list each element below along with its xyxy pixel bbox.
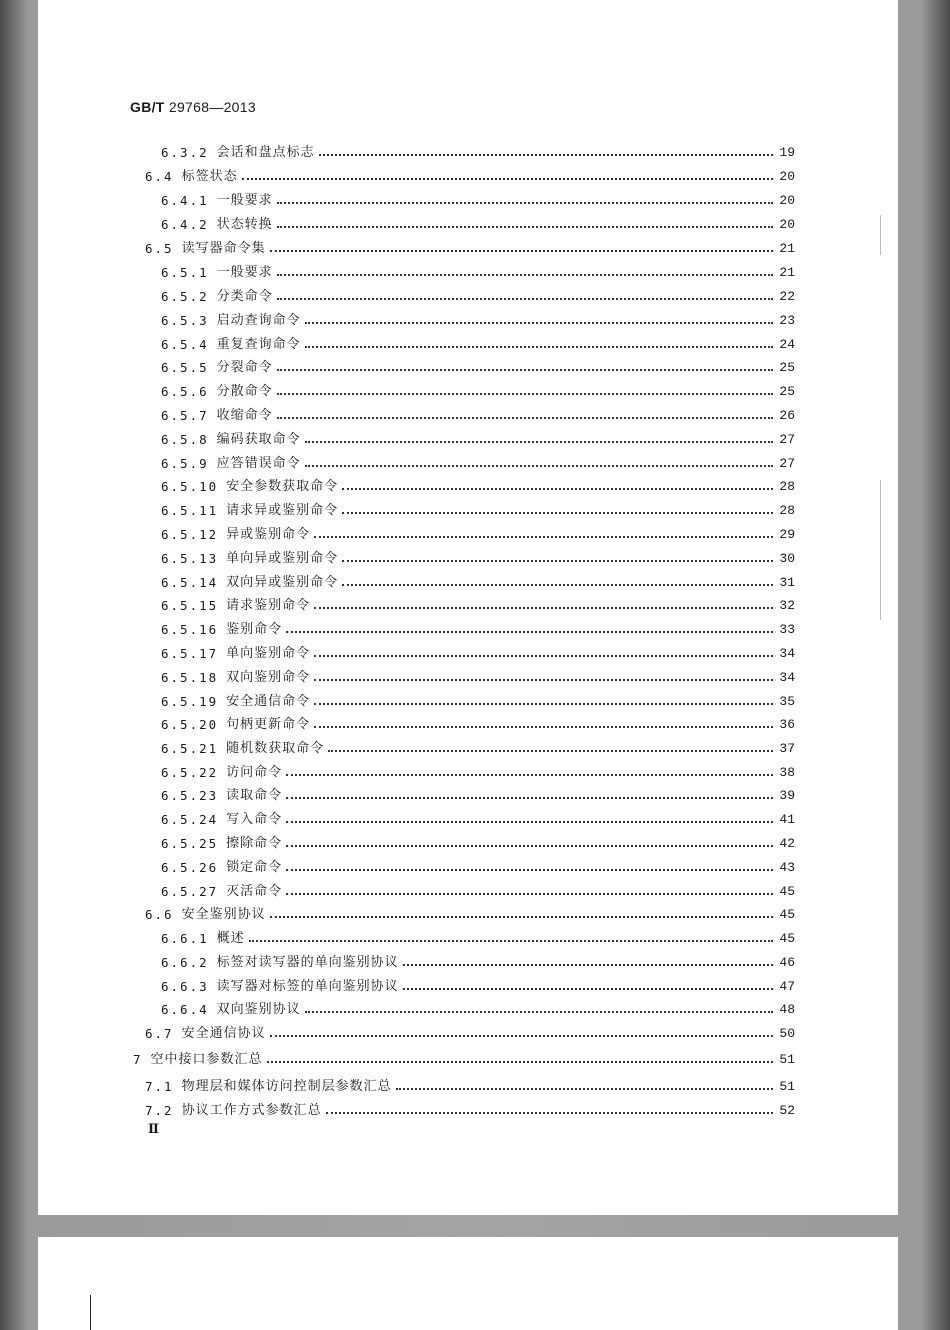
toc-section-number: 6.5.25 <box>161 836 219 851</box>
toc-leader-dots <box>314 536 773 538</box>
toc-entry[interactable] <box>161 593 795 613</box>
toc-leader-dots <box>277 393 773 395</box>
toc-section-number: 6.5.13 <box>161 551 219 566</box>
toc-leader-dots <box>305 441 773 443</box>
toc-section-number: 6.6.4 <box>161 1002 209 1017</box>
toc-page-number: 39 <box>779 788 795 803</box>
toc-entry[interactable] <box>145 902 795 922</box>
toc-page-number: 41 <box>779 812 795 827</box>
toc-section-number: 6.5.24 <box>161 812 219 827</box>
toc-page-number: 36 <box>779 717 795 732</box>
toc-entry[interactable] <box>161 855 795 875</box>
toc-title: 句柄更新命令 <box>226 717 311 732</box>
toc-leader-dots <box>286 797 773 799</box>
toc-title: 擦除命令 <box>226 836 283 851</box>
toc-entry[interactable] <box>161 974 795 994</box>
toc-section-number: 7 <box>133 1052 143 1067</box>
standard-number: 29768—2013 <box>168 99 256 115</box>
document-header <box>130 99 256 115</box>
toc-leader-dots <box>286 869 773 871</box>
toc-section-number: 6.5.21 <box>161 741 219 756</box>
toc-title: 访问命令 <box>226 765 283 780</box>
toc-title: 安全鉴别协议 <box>181 907 266 922</box>
toc-entry[interactable] <box>161 926 795 946</box>
toc-section-number: 6.5.22 <box>161 765 219 780</box>
toc-entry[interactable] <box>161 689 795 709</box>
toc-entry[interactable] <box>145 1021 795 1041</box>
toc-section-number: 6.5.20 <box>161 717 219 732</box>
toc-leader-dots <box>286 821 773 823</box>
toc-page-number: 43 <box>779 860 795 875</box>
toc-entry[interactable] <box>145 236 795 256</box>
toc-title: 双向鉴别协议 <box>216 1002 301 1017</box>
toc-entry[interactable] <box>161 498 795 518</box>
toc-page-number: 23 <box>779 313 795 328</box>
toc-title: 异或鉴别命令 <box>226 527 311 542</box>
toc-title: 概述 <box>216 931 245 946</box>
toc-section-number: 6.7 <box>145 1026 174 1041</box>
toc-entry[interactable] <box>145 1074 795 1094</box>
toc-page-number: 32 <box>779 598 795 613</box>
toc-title: 分类命令 <box>216 289 273 304</box>
toc-entry[interactable] <box>161 831 795 851</box>
toc-page-number: 45 <box>779 884 795 899</box>
toc-leader-dots <box>270 250 773 252</box>
toc-page-number: 21 <box>779 241 795 256</box>
toc-leader-dots <box>305 346 773 348</box>
toc-page-number: 51 <box>779 1079 795 1094</box>
toc-leader-dots <box>277 202 773 204</box>
toc-leader-dots <box>277 369 773 371</box>
toc-title: 读写器对标签的单向鉴别协议 <box>216 979 399 994</box>
toc-title: 重复查询命令 <box>216 337 301 352</box>
toc-page-number: 48 <box>779 1002 795 1017</box>
toc-title: 随机数获取命令 <box>226 741 325 756</box>
toc-leader-dots <box>286 774 773 776</box>
toc-section-number: 6.5.3 <box>161 313 209 328</box>
toc-page-number: 38 <box>779 765 795 780</box>
standard-code: GB/T <box>130 99 165 115</box>
toc-page-number: 47 <box>779 979 795 994</box>
toc-page-number: 26 <box>779 408 795 423</box>
toc-title: 安全参数获取命令 <box>226 479 339 494</box>
toc-leader-dots <box>396 1088 773 1090</box>
toc-section-number: 6.6.2 <box>161 955 209 970</box>
toc-title: 灭活命令 <box>226 884 283 899</box>
toc-title: 鉴别命令 <box>226 622 283 637</box>
toc-title: 写入命令 <box>226 812 283 827</box>
toc-entry[interactable] <box>161 355 795 375</box>
toc-entry[interactable] <box>161 332 795 352</box>
toc-section-number: 6.5.10 <box>161 479 219 494</box>
toc-page-number: 22 <box>779 289 795 304</box>
toc-leader-dots <box>305 465 773 467</box>
toc-entry[interactable] <box>161 522 795 542</box>
toc-title: 单向异或鉴别命令 <box>226 551 339 566</box>
toc-page-number: 27 <box>779 432 795 447</box>
toc-section-number: 6.5.14 <box>161 575 219 590</box>
toc-leader-dots <box>326 1112 773 1114</box>
toc-entry[interactable] <box>161 950 795 970</box>
toc-leader-dots <box>314 655 773 657</box>
toc-entry[interactable] <box>161 451 795 471</box>
toc-title: 协议工作方式参数汇总 <box>181 1103 322 1118</box>
toc-entry[interactable] <box>161 379 795 399</box>
toc-entry[interactable] <box>145 1098 795 1118</box>
toc-entry[interactable] <box>161 546 795 566</box>
toc-page-number: 37 <box>779 741 795 756</box>
toc-title: 标签对读写器的单向鉴别协议 <box>216 955 399 970</box>
toc-section-number: 6.6.1 <box>161 931 209 946</box>
toc-title: 请求鉴别命令 <box>226 598 311 613</box>
toc-section-number: 6.5.18 <box>161 670 219 685</box>
toc-title: 标签状态 <box>181 169 238 184</box>
toc-title: 分裂命令 <box>216 360 273 375</box>
toc-section-number: 6.5.4 <box>161 337 209 352</box>
toc-leader-dots <box>342 584 773 586</box>
toc-title: 安全通信协议 <box>181 1026 266 1041</box>
toc-title: 收缩命令 <box>216 408 273 423</box>
toc-section-number: 6.5.11 <box>161 503 219 518</box>
toc-title: 请求异或鉴别命令 <box>226 503 339 518</box>
toc-page-number: 21 <box>779 265 795 280</box>
toc-entry[interactable] <box>161 260 795 280</box>
toc-section-number: 6.5.23 <box>161 788 219 803</box>
toc-leader-dots <box>242 178 773 180</box>
document-page <box>38 0 898 1215</box>
toc-entry[interactable] <box>145 164 795 184</box>
toc-leader-dots <box>342 560 773 562</box>
toc-section-number: 6.4.2 <box>161 217 209 232</box>
toc-section-number: 7.1 <box>145 1079 174 1094</box>
toc-page-number: 24 <box>779 337 795 352</box>
toc-page-number: 25 <box>779 360 795 375</box>
toc-section-number: 6.6 <box>145 907 174 922</box>
toc-section-number: 6.5.19 <box>161 694 219 709</box>
toc-page-number: 42 <box>779 836 795 851</box>
toc-leader-dots <box>286 631 773 633</box>
toc-page-number: 35 <box>779 694 795 709</box>
toc-section-number: 6.5.8 <box>161 432 209 447</box>
toc-page-number: 52 <box>779 1103 795 1118</box>
toc-page-number: 33 <box>779 622 795 637</box>
toc-title: 空中接口参数汇总 <box>150 1052 263 1067</box>
toc-leader-dots <box>277 417 773 419</box>
toc-entry[interactable] <box>161 427 795 447</box>
toc-leader-dots <box>328 750 773 752</box>
toc-entry[interactable] <box>161 879 795 899</box>
toc-page-number: 29 <box>779 527 795 542</box>
toc-section-number: 6.5 <box>145 241 174 256</box>
toc-leader-dots <box>270 1035 773 1037</box>
toc-leader-dots <box>286 845 773 847</box>
toc-entry[interactable] <box>161 570 795 590</box>
toc-title: 一般要求 <box>216 265 273 280</box>
toc-leader-dots <box>277 298 773 300</box>
toc-leader-dots <box>314 703 773 705</box>
toc-section-number: 6.5.26 <box>161 860 219 875</box>
toc-entry[interactable] <box>161 665 795 685</box>
toc-leader-dots <box>319 154 773 156</box>
toc-section-number: 6.5.17 <box>161 646 219 661</box>
toc-title: 分散命令 <box>216 384 273 399</box>
toc-page-number: 51 <box>779 1052 795 1067</box>
toc-title: 读取命令 <box>226 788 283 803</box>
page-number: Ⅱ <box>148 1122 159 1137</box>
scan-mark <box>880 215 881 255</box>
toc-leader-dots <box>342 512 773 514</box>
toc-leader-dots <box>314 679 773 681</box>
next-page-edge <box>38 1237 898 1330</box>
toc-entry[interactable] <box>133 1047 795 1067</box>
toc-section-number: 6.5.9 <box>161 456 209 471</box>
toc-page-number: 50 <box>779 1026 795 1041</box>
toc-entry[interactable] <box>161 284 795 304</box>
toc-leader-dots <box>277 226 773 228</box>
toc-entry[interactable] <box>161 997 795 1017</box>
toc-leader-dots <box>267 1061 773 1063</box>
toc-page-number: 31 <box>779 575 795 590</box>
toc-entry[interactable] <box>161 474 795 494</box>
toc-entry[interactable] <box>161 140 795 160</box>
toc-entry[interactable] <box>161 760 795 780</box>
toc-section-number: 6.5.15 <box>161 598 219 613</box>
toc-section-number: 6.5.16 <box>161 622 219 637</box>
toc-page-number: 27 <box>779 456 795 471</box>
toc-leader-dots <box>305 1011 773 1013</box>
toc-title: 应答错误命令 <box>216 456 301 471</box>
toc-section-number: 6.5.2 <box>161 289 209 304</box>
toc-entry[interactable] <box>161 212 795 232</box>
toc-leader-dots <box>305 322 773 324</box>
toc-leader-dots <box>403 964 773 966</box>
toc-entry[interactable] <box>161 712 795 732</box>
toc-page-number: 20 <box>779 217 795 232</box>
toc-section-number: 6.5.6 <box>161 384 209 399</box>
toc-entry[interactable] <box>161 783 795 803</box>
toc-title: 状态转换 <box>216 217 273 232</box>
toc-entry[interactable] <box>161 188 795 208</box>
toc-leader-dots <box>314 726 773 728</box>
toc-title: 双向鉴别命令 <box>226 670 311 685</box>
toc-title: 编码获取命令 <box>216 432 301 447</box>
toc-section-number: 6.5.5 <box>161 360 209 375</box>
toc-leader-dots <box>314 607 773 609</box>
toc-entry[interactable] <box>161 308 795 328</box>
scan-mark <box>880 480 881 620</box>
toc-section-number: 6.5.7 <box>161 408 209 423</box>
toc-page-number: 28 <box>779 479 795 494</box>
toc-page-number: 19 <box>779 145 795 160</box>
toc-section-number: 6.4.1 <box>161 193 209 208</box>
toc-leader-dots <box>342 488 773 490</box>
toc-leader-dots <box>286 893 773 895</box>
toc-section-number: 6.5.27 <box>161 884 219 899</box>
toc-title: 安全通信命令 <box>226 694 311 709</box>
toc-title: 会话和盘点标志 <box>216 145 315 160</box>
toc-entry[interactable] <box>161 641 795 661</box>
toc-entry[interactable] <box>161 736 795 756</box>
toc-page-number: 20 <box>779 193 795 208</box>
toc-title: 单向鉴别命令 <box>226 646 311 661</box>
toc-section-number: 6.5.1 <box>161 265 209 280</box>
toc-section-number: 6.4 <box>145 169 174 184</box>
toc-title: 读写器命令集 <box>181 241 266 256</box>
toc-page-number: 46 <box>779 955 795 970</box>
toc-leader-dots <box>249 940 773 942</box>
toc-page-number: 28 <box>779 503 795 518</box>
toc-leader-dots <box>403 988 773 990</box>
toc-section-number: 6.3.2 <box>161 145 209 160</box>
toc-leader-dots <box>270 916 773 918</box>
toc-entry[interactable] <box>161 403 795 423</box>
toc-title: 一般要求 <box>216 193 273 208</box>
toc-title: 锁定命令 <box>226 860 283 875</box>
toc-entry[interactable] <box>161 807 795 827</box>
toc-section-number: 6.5.12 <box>161 527 219 542</box>
toc-title: 启动查询命令 <box>216 313 301 328</box>
toc-section-number: 6.6.3 <box>161 979 209 994</box>
margin-line <box>90 1295 91 1330</box>
toc-page-number: 34 <box>779 670 795 685</box>
toc-leader-dots <box>277 274 773 276</box>
toc-page-number: 45 <box>779 931 795 946</box>
toc-title: 物理层和媒体访问控制层参数汇总 <box>181 1079 392 1094</box>
toc-page-number: 45 <box>779 907 795 922</box>
toc-page-number: 34 <box>779 646 795 661</box>
toc-page-number: 25 <box>779 384 795 399</box>
toc-section-number: 7.2 <box>145 1103 174 1118</box>
toc-entry[interactable] <box>161 617 795 637</box>
toc-title: 双向异或鉴别命令 <box>226 575 339 590</box>
toc-page-number: 20 <box>779 169 795 184</box>
toc-page-number: 30 <box>779 551 795 566</box>
